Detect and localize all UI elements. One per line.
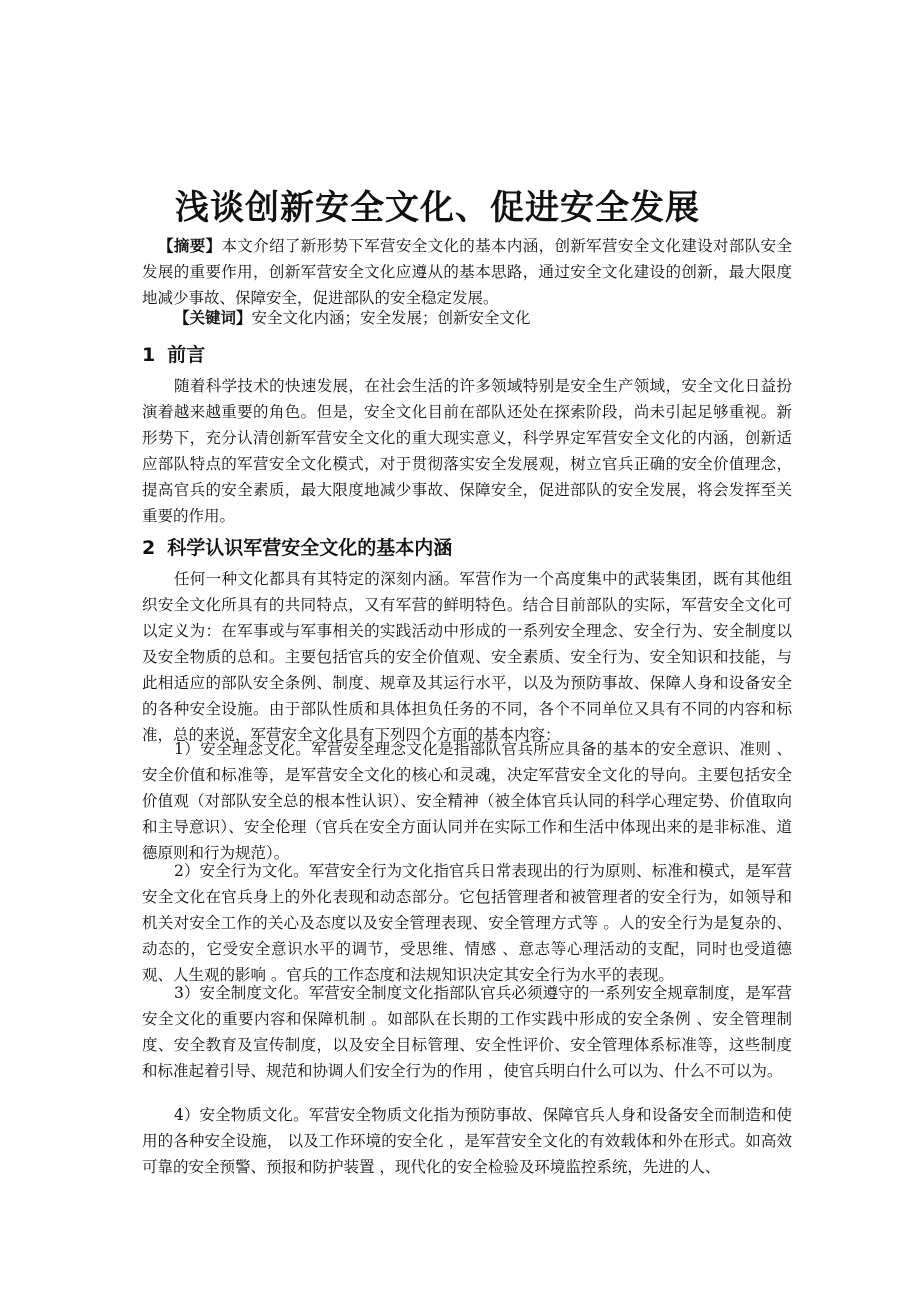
document-title: 浅谈创新安全文化、促进安全发展 bbox=[175, 188, 700, 228]
content-item-2: 2）安全行为文化。军营安全行为文化指官兵日常表现出的行为原则、标准和模式，是军营安全文化在官兵身上的外化表现和动态部分。它包括管理者和被管理者的安全行为，如领导和机关对安全工作的关心及态度以及安全管理表现、安全管理方式等 。人的安全行为是复杂的、动态的，它受安全意识水平的调节，受思维、情感 、意志等心理活动的支配，同时也受道德观、人生观的影响 。官兵的工作态度和法规知识决定其安全行为水平的表现。 bbox=[142, 862, 792, 984]
content-item-3: 3）安全制度文化。军营安全制度文化指部队官兵必须遵守的一系列安全规章制度，是军营安全文化的重要内容和保障机制 。如部队在长期的工作实践中形成的安全条例 、安全管理制度、安全教育及宣传制度，以及安全目标管理、安全性评价、安全管理体系标准等，这些制度和标准起着引导、规范和协调人们安全行为的作用 ，使官兵明白什么可以为、什么不可以为。 bbox=[142, 984, 792, 1080]
section-2-heading bbox=[142, 533, 792, 563]
abstract-label: 【摘要】 bbox=[158, 236, 222, 255]
section-1-heading bbox=[142, 340, 792, 370]
keywords-text: 安全文化内涵；安全发展；创新安全文化 bbox=[251, 309, 531, 327]
section-1-number: 1 bbox=[142, 344, 156, 366]
content-item-4: 4）安全物质文化。军营安全物质文化指为预防事故、保障官兵人身和设备安全而制造和使用的各种安全设施， 以及工作环境的安全化 ，是军营安全文化的有效载体和外在形式。如高效可靠的安全预警、预报和防护装置 ，现代化的安全检验及环境监控系统，先进的人、 bbox=[142, 1106, 792, 1176]
keywords-label: 【关键词】 bbox=[174, 308, 252, 327]
section-2-intro-paragraph: 任何一种文化都具有其特定的深刻内涵。军营作为一个高度集中的武装集团，既有其他组织安全文化所具有的共同特点，又有军营的鲜明特色。结合目前部队的实际，军营安全文化可以定义为：在军事或与军事相关的实践活动中形成的一系列安全理念、安全行为、安全制度以及安全物质的总和。主要包括官兵的安全价值观、安全素质、安全行为、安全知识和技能，与此相适应的部队安全条例、制度、规章及其运行水平，以及为预防事故、保障人身和设备安全的各种安全设施。由于部队性质和具体担负任务的不同，各个不同单位又具有不同的内容和标准，总的来说，军营安全文化具有下列四个方面的基本内容： bbox=[142, 570, 792, 744]
abstract-paragraph bbox=[142, 233, 792, 311]
keywords-paragraph bbox=[142, 305, 792, 331]
section-2-title: 科学认识军营安全文化的基本内涵 bbox=[167, 537, 453, 559]
section-1-paragraph: 随着科学技术的快速发展，在社会生活的许多领域特别是安全生产领域，安全文化日益扮演着越来越重要的角色。但是，安全文化目前在部队还处在探索阶段，尚未引起足够重视。新形势下，充分认清创新军营安全文化的重大现实意义，科学界定军营安全文化的内涵，创新适应部队特点的军营安全文化模式，对于贯彻落实安全发展观，树立官兵正确的安全价值理念，提高官兵的安全素质，最大限度地减少事故、保障安全，促进部队的安全发展，将会发挥至关重要的作用。 bbox=[142, 377, 792, 525]
content-item-1: 1）安全理念文化。军营安全理念文化是指部队官兵所应具备的基本的安全意识、准则 、安全价值和标准等，是军营安全文化的核心和灵魂，决定军营安全文化的导向。主要包括安全价值观（对部队安全总的根本性认识）、安全精神（被全体官兵认同的科学心理定势、价值取向和主导意识）、安全伦理（官兵在安全方面认同并在实际工作和生活中体现出来的是非标准、道德原则和行为规范）。 bbox=[142, 740, 792, 862]
section-2-number: 2 bbox=[142, 537, 156, 559]
section-1-title: 前言 bbox=[167, 344, 206, 366]
abstract-text: 本文介绍了新形势下军营安全文化的基本内涵，创新军营安全文化建设对部队安全发展的重要作用，创新军营安全文化应遵从的基本思路，通过安全文化建设的创新，最大限度地减少事故、保障安全，促进部队的安全稳定发展。 bbox=[142, 237, 792, 307]
